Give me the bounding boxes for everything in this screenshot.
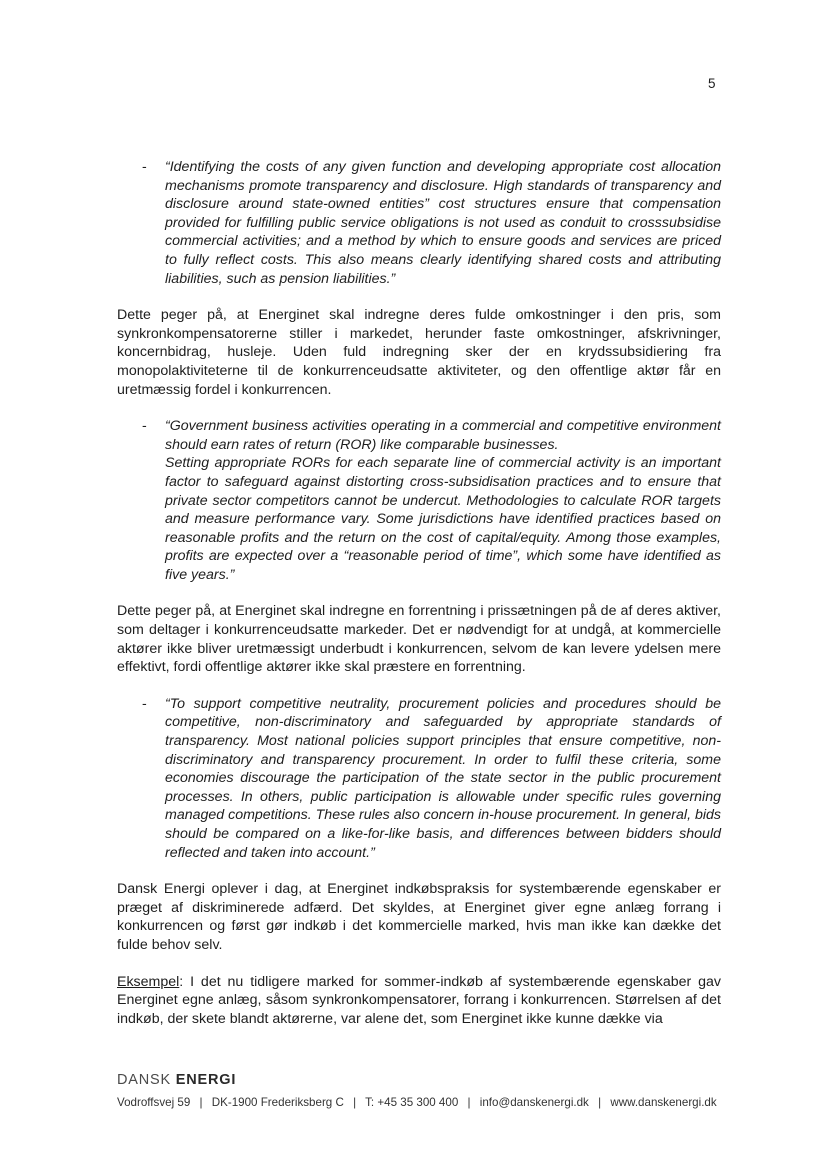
footer-phone: T: +45 35 300 400 — [365, 1096, 459, 1109]
quote-text-1: “Identifying the costs of any given function and developing appropriate cost allocation mechanisms promote transparency and disclosure. High standards of transparency and disclosure around state-owned entities” cost structures ensure that compensation provided for fulfilling public service obligations is not used as conduit to crosssubsidise commercial activities; and a method by which to ensure goods and services are priced to fully reflect costs. This also means clearly identifying shared costs and attributing liabilities, such as pension liabilities.” — [165, 159, 721, 287]
list-dash: - — [142, 159, 147, 175]
example-label: Eksempel — [117, 973, 180, 990]
list-dash: - — [142, 418, 147, 435]
quote-block-2 — [142, 417, 721, 584]
paragraph-2: Dette peger på, at Energinet skal indregne en forrentning i prissætningen på de af deres aktiver, som deltager i konkurrenceudsatte markeder. Det er nødvendigt for at undgå, at kommercielle aktører ikke bliver uretmæssigt underbudt i konkurrencen, selvom de kan levere ydelsen mere effektivt, fordi offentlige aktører ikke skal præstere en forrentning. — [117, 603, 721, 676]
page-number: 5 — [708, 76, 716, 91]
footer-city: DK-1900 Frederiksberg C — [211, 1096, 344, 1109]
quote-text-3: “To support competitive neutrality, procurement policies and procedures should be competitive, non-discriminatory and safeguarded by appropriate standards of transparency. Most national policies support principles that ensure competitive, non-discriminatory and transparency procurement. In order to fulfil these criteria, some economies discourage the participation of the state sector in the public procurement processes. In others, public participation is allowable under specific rules governing managed competitions. These rules also concern in-house procurement. In general, bids should be compared on a like-for-like basis, and differences between bidders should reflected and taken into account.” — [165, 695, 721, 861]
quote-block-3 — [142, 695, 721, 862]
paragraph-3: Dansk Energi oplever i dag, at Energinet indkøbspraksis for systembærende egenskaber er præget af diskriminerede adfærd. Det skyldes, at Energinet giver egne anlæg forrang i konkurrencen og først gør indkøb i det kommercielle marked, hvis man ikke kan dække det fulde behov selv. — [117, 881, 721, 953]
footer-address: Vodroffsvej 59 — [117, 1096, 191, 1109]
footer-separator: | — [353, 1096, 357, 1109]
footer-separator: | — [199, 1096, 203, 1109]
document-body — [117, 158, 721, 1028]
paragraph-4 — [117, 973, 721, 1029]
brand-light: DANSK — [117, 1072, 176, 1088]
paragraph-4-text: : I det nu tidligere marked for sommer-indkøb af systembærende egenskaber gav Energinet egne anlæg, såsom synkronkompensatorer, forrang i konkurrencen. Størrelsen af det indkøb, der skete blandt aktørerne, var alene det, som Energinet ikke kunne dække via — [117, 973, 721, 1027]
footer-separator: | — [598, 1096, 602, 1109]
footer-separator: | — [467, 1096, 471, 1109]
footer-email: info@danskenergi.dk — [479, 1096, 589, 1109]
paragraph-1: Dette peger på, at Energinet skal indregne deres fulde omkostninger i den pris, som synkronkompensatorerne stiller i markedet, herunder faste omkostninger, afskrivninger, koncernbidrag, husleje. Uden fuld indregning sker der en krydssubsidiering fra monopolaktiviteterne til de konkurrenceudsatte aktiviteter, og den offentlige aktør får en uretmæssig fordel i konkurrencen. — [117, 307, 721, 398]
list-dash: - — [142, 695, 147, 712]
quote-text-2b: Setting appropriate RORs for each separate line of commercial activity is an important factor to safeguard against distorting cross-subsidisation practices and to ensure that private sector competitors cannot be undercut. Methodologies to calculate ROR targets and measure performance vary. Some jurisdictions have identified practices based on reasonable profits and the return on the cost of capital/equity. Among those examples, profits are expected over a “reasonable period of time”, which some have identified as five years.” — [165, 455, 721, 583]
footer-contact — [117, 1096, 721, 1109]
quote-text-2a: “Government business activities operating in a commercial and competitive environment should earn rates of return (ROR) like comparable businesses. — [165, 418, 721, 453]
footer-web: www.danskenergi.dk — [610, 1096, 717, 1109]
quote-block-1 — [142, 158, 721, 288]
brand-bold: ENERGI — [175, 1072, 237, 1088]
footer-logo — [117, 1072, 236, 1088]
